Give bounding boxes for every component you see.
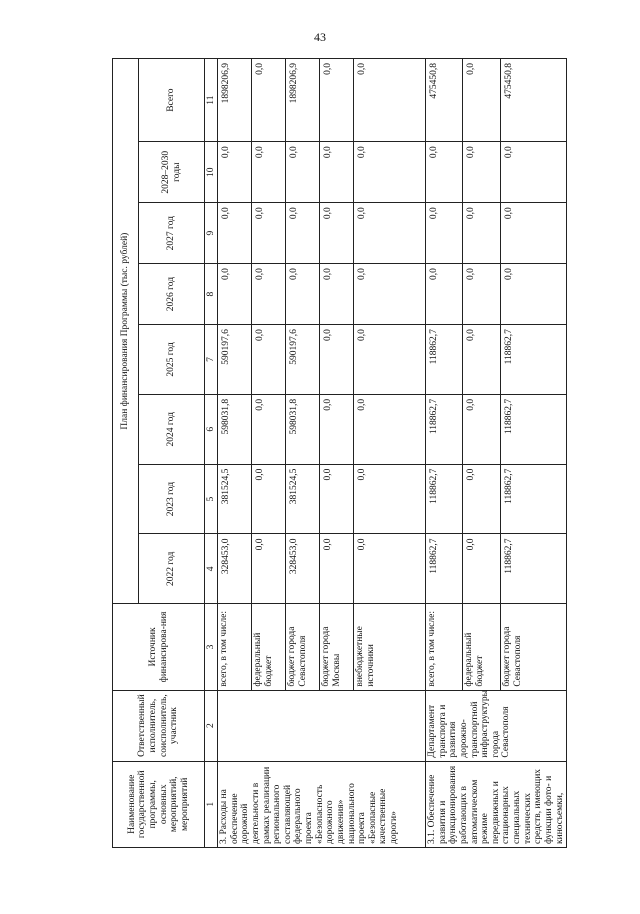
header-name: Наименование государственной программы, основных мероприятий, мероприятий	[113, 761, 205, 847]
value-cell: 0,0	[354, 464, 426, 534]
col-number: 9	[205, 203, 218, 264]
col-number: 2	[205, 690, 218, 761]
value-cell: 0,0	[286, 142, 320, 203]
page-number: 43	[314, 30, 326, 44]
value-cell: 118862,7	[500, 534, 566, 604]
value-cell: 1898206,9	[286, 59, 320, 142]
value-cell: 118862,7	[426, 464, 463, 534]
value-cell: 0,0	[354, 534, 426, 604]
col-number: 5	[205, 464, 218, 534]
source-cell: всего, в том числе:	[426, 604, 463, 690]
header-year-2028-2030: 2028–2030 годы	[139, 142, 205, 203]
value-cell: 0,0	[500, 264, 566, 325]
value-cell: 0,0	[354, 325, 426, 395]
value-cell: 0,0	[286, 203, 320, 264]
value-cell: 0,0	[320, 59, 354, 142]
value-cell: 0,0	[252, 59, 286, 142]
value-cell: 0,0	[252, 203, 286, 264]
financing-plan-table	[112, 58, 567, 848]
value-cell: 590197,6	[218, 325, 252, 395]
col-number: 3	[205, 604, 218, 690]
value-cell: 0,0	[463, 534, 500, 604]
table-row	[218, 59, 252, 848]
col-number: 11	[205, 59, 218, 142]
group-3-executor	[218, 690, 426, 761]
col-number: 4	[205, 534, 218, 604]
value-cell: 0,0	[354, 142, 426, 203]
value-cell: 598031,8	[286, 394, 320, 464]
value-cell: 0,0	[463, 203, 500, 264]
header-plan-title: План финансирования Программы (тыс. рублей)	[113, 59, 139, 604]
value-cell: 0,0	[500, 203, 566, 264]
header-year-2025: 2025 год	[139, 325, 205, 395]
source-cell: бюджет города Москвы	[320, 604, 354, 690]
value-cell: 0,0	[463, 142, 500, 203]
value-cell: 475450,8	[426, 59, 463, 142]
value-cell: 0,0	[218, 264, 252, 325]
value-cell: 0,0	[252, 534, 286, 604]
value-cell: 0,0	[320, 534, 354, 604]
value-cell: 0,0	[354, 264, 426, 325]
value-cell: 0,0	[320, 325, 354, 395]
value-cell: 0,0	[320, 394, 354, 464]
source-cell: бюджет города Севастополя	[286, 604, 320, 690]
value-cell: 328453,0	[286, 534, 320, 604]
value-cell: 0,0	[463, 464, 500, 534]
value-cell: 328453,0	[218, 534, 252, 604]
value-cell: 0,0	[426, 203, 463, 264]
col-number: 7	[205, 325, 218, 395]
value-cell: 0,0	[354, 394, 426, 464]
col-number: 10	[205, 142, 218, 203]
value-cell: 0,0	[252, 142, 286, 203]
value-cell: 0,0	[218, 142, 252, 203]
value-cell: 1898206,9	[218, 59, 252, 142]
value-cell: 0,0	[354, 203, 426, 264]
value-cell: 0,0	[286, 264, 320, 325]
header-year-2024: 2024 год	[139, 394, 205, 464]
value-cell: 0,0	[320, 264, 354, 325]
value-cell: 0,0	[218, 203, 252, 264]
value-cell: 0,0	[463, 325, 500, 395]
header-total: Всего	[139, 59, 205, 142]
value-cell: 118862,7	[500, 325, 566, 395]
value-cell: 381524,5	[218, 464, 252, 534]
value-cell: 0,0	[463, 264, 500, 325]
group-3-1-name: 3.1. Обеспечение развития и функционирования работающих в автоматическом режиме передвижных и стационарных специальных технических средств, имеющих функции фото- и киносъемки,	[426, 761, 567, 847]
source-cell: федеральный бюджет	[463, 604, 500, 690]
value-cell: 0,0	[500, 142, 566, 203]
value-cell: 0,0	[252, 464, 286, 534]
value-cell: 118862,7	[426, 325, 463, 395]
header-source: Источник финансирова-ния	[113, 604, 205, 690]
col-number: 1	[205, 761, 218, 847]
source-cell: всего, в том числе:	[218, 604, 252, 690]
col-number: 8	[205, 264, 218, 325]
value-cell: 590197,6	[286, 325, 320, 395]
table-row	[426, 59, 463, 848]
value-cell: 0,0	[463, 394, 500, 464]
value-cell: 598031,8	[218, 394, 252, 464]
source-cell: внебюджетные источники	[354, 604, 426, 690]
value-cell: 0,0	[252, 264, 286, 325]
value-cell: 0,0	[426, 142, 463, 203]
value-cell: 0,0	[320, 464, 354, 534]
rotated-table-container	[112, 58, 565, 848]
value-cell: 0,0	[354, 59, 426, 142]
value-cell: 0,0	[252, 325, 286, 395]
value-cell: 0,0	[463, 59, 500, 142]
source-cell: бюджет города Севастополя	[500, 604, 566, 690]
value-cell: 118862,7	[426, 394, 463, 464]
value-cell: 0,0	[426, 264, 463, 325]
group-3-1-executor: Департамент транспорта и развития дорожно-транспортной инфраструктуры города Севастополя	[426, 690, 567, 761]
col-number: 6	[205, 394, 218, 464]
header-year-2026: 2026 год	[139, 264, 205, 325]
value-cell: 118862,7	[500, 394, 566, 464]
value-cell: 475450,8	[500, 59, 566, 142]
value-cell: 0,0	[320, 203, 354, 264]
value-cell: 118862,7	[500, 464, 566, 534]
value-cell: 0,0	[252, 394, 286, 464]
header-year-2027: 2027 год	[139, 203, 205, 264]
header-year-2023: 2023 год	[139, 464, 205, 534]
value-cell: 118862,7	[426, 534, 463, 604]
value-cell: 0,0	[320, 142, 354, 203]
group-3-name: 3. Расходы на обеспечение дорожной деятельности в рамках реализации регионального составляющей федерального проекта «Безопасность дорожного движения» национального проекта «Безопасные качественные дороги»	[218, 761, 426, 847]
header-executor: Ответственный исполнитель, соисполнитель, участник	[113, 690, 205, 761]
header-year-2022: 2022 год	[139, 534, 205, 604]
source-cell: федеральный бюджет	[252, 604, 286, 690]
value-cell: 381524,5	[286, 464, 320, 534]
